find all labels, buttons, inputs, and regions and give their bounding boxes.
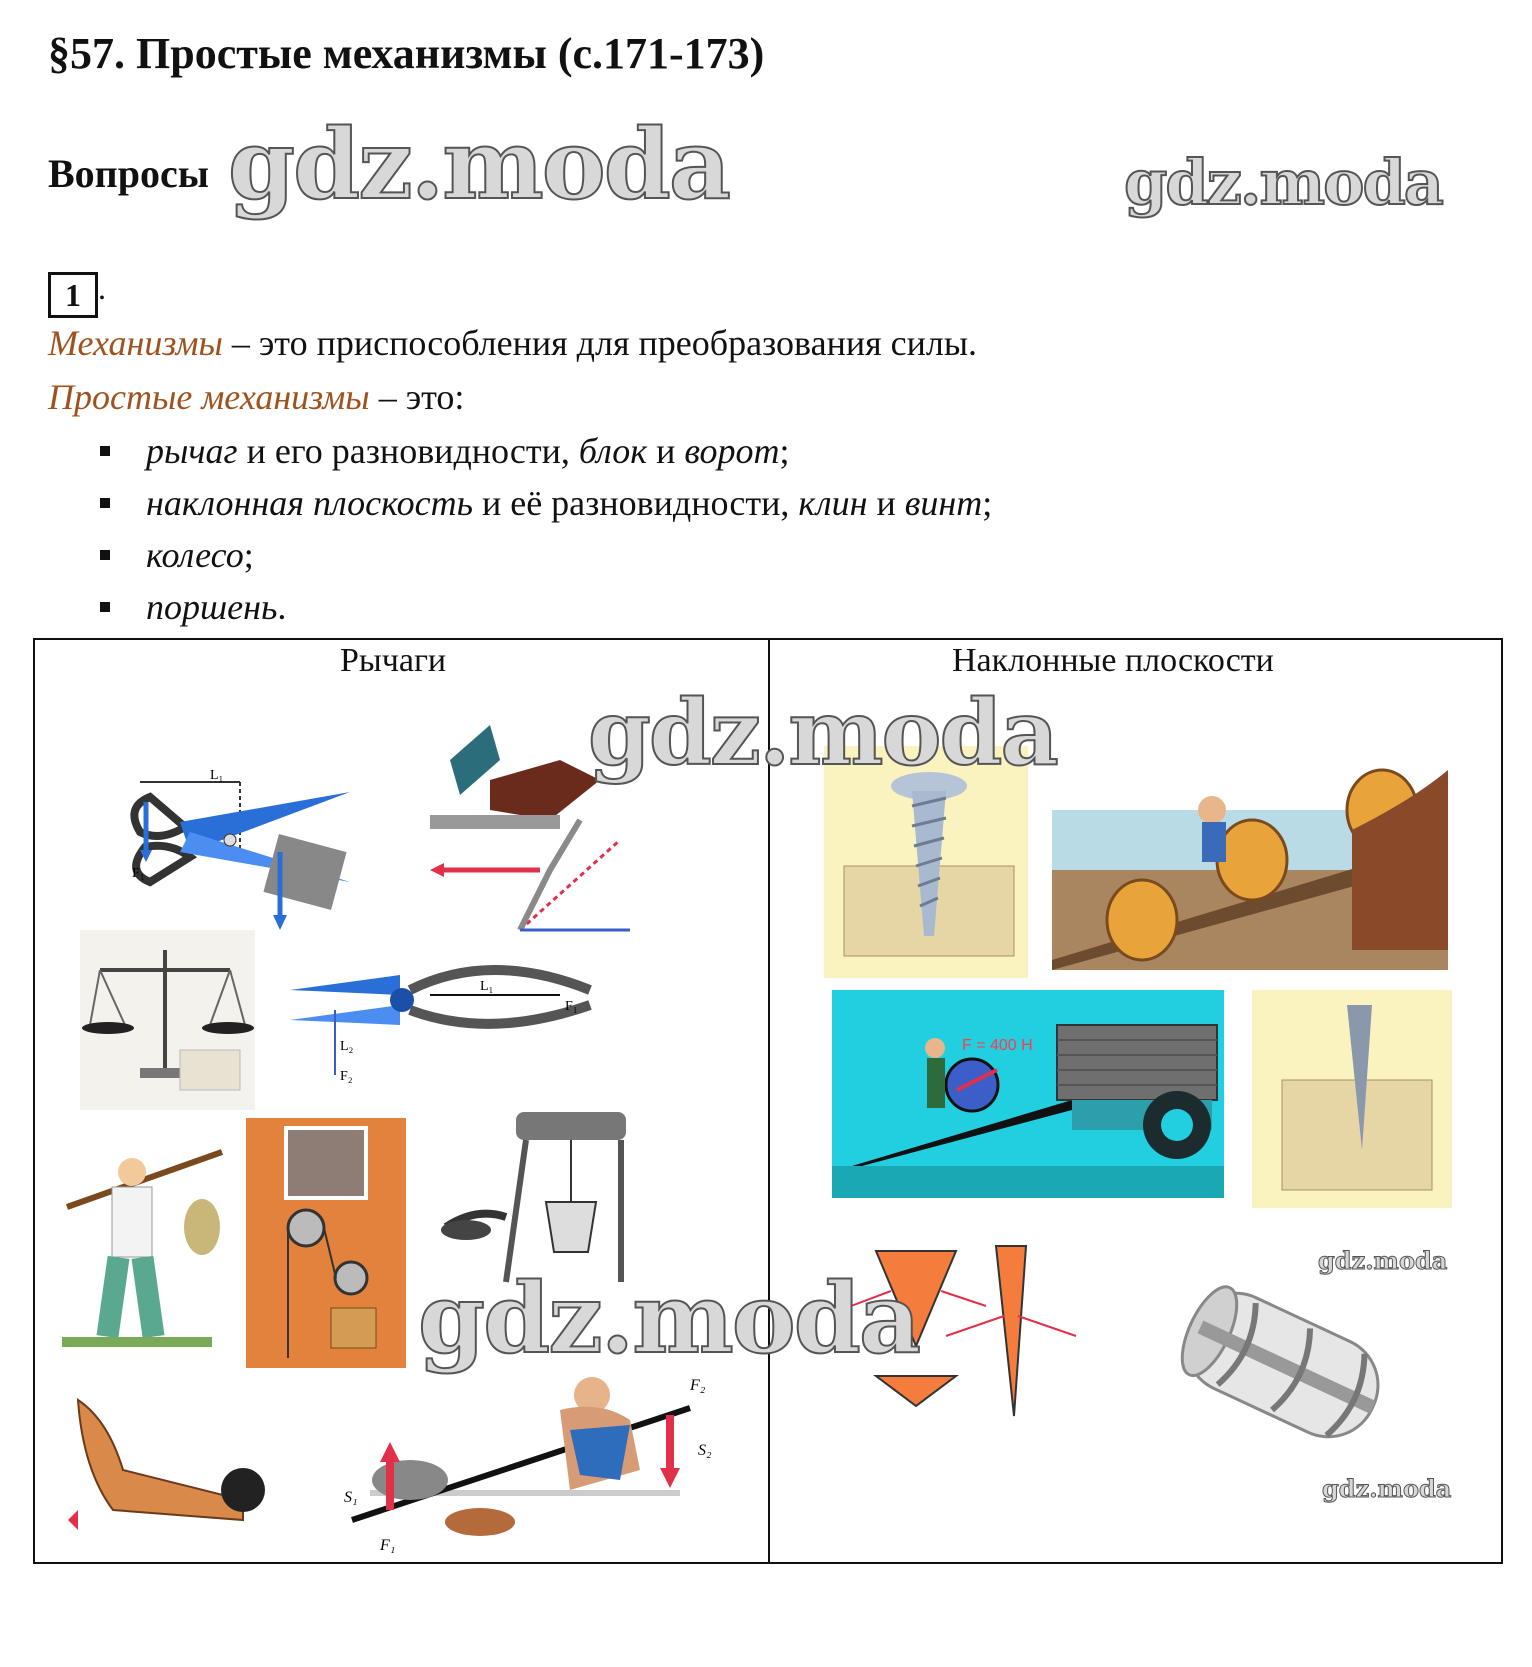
bullet-marker: [100, 602, 110, 612]
bullet-marker: [100, 498, 110, 508]
bullet-term: поршень: [146, 587, 278, 627]
bullet-text: и: [867, 483, 905, 523]
barrel-ramp-illustration: [1052, 750, 1448, 970]
definition-line: [48, 376, 464, 418]
question-number-suffix: .: [98, 270, 106, 306]
pliers-illustration: [290, 950, 600, 1090]
distance-label: S₂: [698, 1442, 712, 1459]
term-mechanisms: Механизмы: [48, 323, 223, 363]
definition-line: [48, 322, 977, 364]
watermark: gdz.moda: [1124, 146, 1442, 219]
bullet-item: [146, 482, 992, 524]
bullet-text: и её разновидности,: [472, 483, 799, 523]
bullet-item: [146, 586, 286, 628]
bullet-text: ;: [982, 483, 993, 523]
pulley-illustration: [246, 1118, 406, 1368]
watermark: gdz.moda: [418, 1262, 920, 1375]
bullet-text: ;: [779, 431, 790, 471]
scissors-illustration: [120, 752, 370, 932]
force-label: F₁: [132, 866, 145, 881]
carrier-with-stick-illustration: [62, 1132, 222, 1352]
page-title: §57. Простые механизмы (с.171-173): [48, 29, 765, 78]
column-header-inclined-planes: Наклонные плоскости: [952, 642, 1274, 679]
bullet-text: .: [277, 587, 287, 627]
bullet-item: [146, 534, 254, 576]
bullet-term: ворот: [684, 431, 780, 471]
distance-label: S₁: [344, 1489, 358, 1506]
lever-hercules-illustration: [330, 1370, 730, 1560]
watermark: gdz.moda: [228, 108, 730, 221]
bullet-term: винт: [904, 483, 983, 523]
term-simple-mechanisms: Простые механизмы: [48, 377, 370, 417]
watermark: gdz.moda: [1322, 1474, 1452, 1503]
length-label: L₁: [210, 768, 224, 783]
bullet-term: колесо: [146, 535, 244, 575]
force-label: F₁: [565, 999, 578, 1014]
screw-conveyor-illustration: [1162, 1270, 1402, 1460]
bullet-term: рычаг: [146, 431, 238, 471]
bullet-text: и: [647, 431, 685, 471]
length-label: L₁: [480, 979, 494, 994]
bullet-marker: [100, 550, 110, 560]
watermark: gdz.moda: [1318, 1246, 1448, 1275]
watermark: gdz.moda: [588, 680, 1057, 786]
wedge-in-wood-illustration: [1252, 990, 1452, 1208]
force-label: F = 400 Н: [962, 1037, 1033, 1054]
force-label: F₁: [380, 1537, 396, 1554]
column-header-levers: Рычаги: [340, 642, 447, 679]
force-label: F₂: [690, 1377, 706, 1394]
bullet-term: наклонная плоскость: [146, 483, 473, 523]
bullet-text: ;: [243, 535, 254, 575]
question-number: 1: [48, 272, 98, 318]
bullet-item: [146, 430, 790, 472]
arm-lever-illustration: [68, 1390, 268, 1540]
bullet-term: блок: [578, 431, 648, 471]
balance-scale-illustration: [80, 930, 255, 1110]
force-label: F₂: [340, 1069, 353, 1084]
bullet-marker: [100, 446, 110, 456]
truck-ramp-illustration: [832, 990, 1224, 1198]
bullet-term: клин: [798, 483, 868, 523]
bullet-text: и его разновидности,: [237, 431, 579, 471]
definition-text: – это приспособления для преобразования силы.: [222, 323, 978, 363]
section-subtitle: Вопросы: [48, 151, 209, 196]
definition-text: – это:: [369, 377, 465, 417]
length-label: L₂: [340, 1039, 354, 1054]
